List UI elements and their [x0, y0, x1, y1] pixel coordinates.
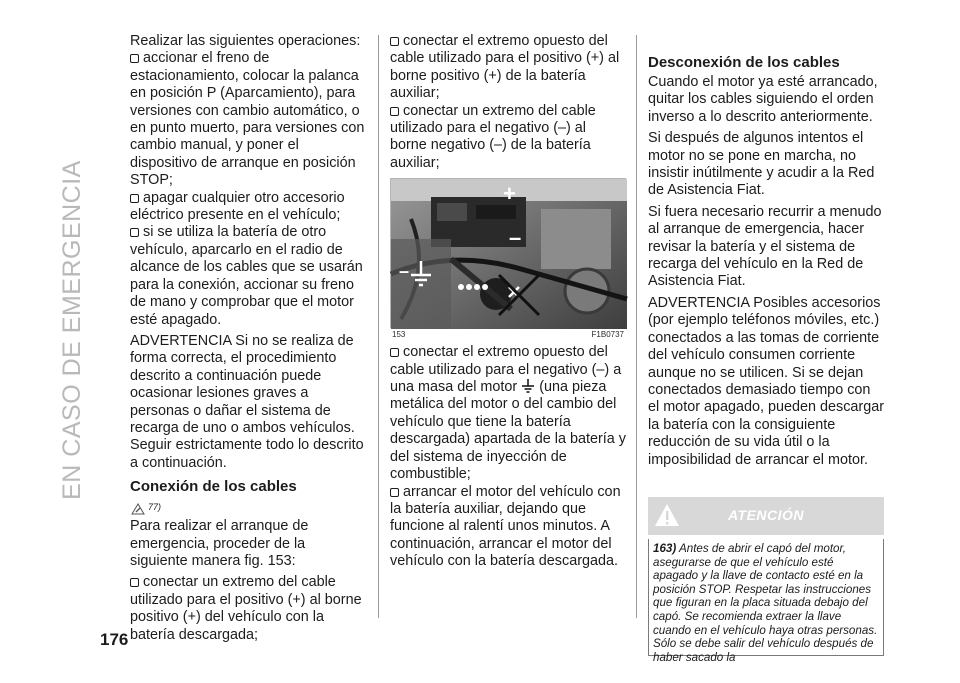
- warning-ref-number: 77): [148, 501, 162, 512]
- figure-caption: [392, 330, 624, 340]
- warning-number: 163): [653, 541, 677, 555]
- paragraph: Cuando el motor ya esté arrancado, quitar los cables siguiendo el orden inverso a lo descrito anteriormente.: [648, 74, 878, 125]
- warning-text: Antes de abrir el capó del motor, asegurarse de que el vehículo esté apagado y la llave de contacto esté en la posición STOP. Respetar las instrucciones que figuran en la placa situada debajo del capó. Se recomienda extraer la llave cuando en el vehículo haya otras personas. Sólo se debe salir del vehículo después de haber sacado la: [653, 541, 878, 664]
- checkbox-bullet-icon: [130, 228, 139, 237]
- warning-box: [648, 497, 884, 664]
- paragraph: Si después de algunos intentos el motor no se pone en marcha, no insistir inútilmente y acudir a la Red de Asistencia Fiat.: [648, 130, 875, 199]
- checkbox-bullet-icon: [390, 107, 399, 116]
- list-item: si se utiliza la batería de otro vehículo, aparcarlo en el radio de alcance de los cables que se usarán para la conexión, accionar su freno de mano y comprobar que el motor esté apagado.: [130, 224, 363, 328]
- list-item: conectar un extremo del cable utilizado para el negativo (–) al borne negativo (–) de la batería auxiliar;: [390, 102, 596, 171]
- list-item: accionar el freno de estacionamiento, colocar la palanca en posición P (Aparcamiento), para versiones con cambio automático, o en punto muerto, para versiones con cambio manual, y poner el dispositivo de arranque en posición STOP;: [130, 50, 365, 189]
- checkbox-bullet-icon: [130, 578, 139, 587]
- svg-text:–: –: [399, 261, 410, 282]
- advertencia-paragraph: ADVERTENCIA Posibles accesorios (por ejemplo teléfonos móviles, etc.) conectados a las tomas de corriente del vehículo consumen corriente aunque no se utilicen. Si se dejan conectados demasiado tiempo con el motor apagado, pueden descargar la batería con la consiguiente reducción de su vida útil o la imposibilidad de arrancar el motor.: [648, 294, 885, 468]
- warning-triangle-icon: [654, 503, 680, 527]
- procedure-paragraph: Para realizar el arranque de emergencia, proceder de la siguiente manera fig. 153:: [130, 518, 309, 569]
- column-right: [648, 54, 885, 664]
- ground-icon: [521, 379, 535, 393]
- list-item: conectar un extremo del cable utilizado para el positivo (+) al borne positivo (+) del vehículo con la batería descargada;: [130, 574, 362, 643]
- tool-reference: [130, 498, 366, 516]
- positive-sign: +: [503, 181, 516, 207]
- warning-body: [648, 539, 884, 664]
- column-middle: [390, 33, 626, 571]
- negative-sign: –: [509, 225, 522, 251]
- battery-engine-illustration: [391, 179, 627, 329]
- checkbox-bullet-icon: [130, 54, 139, 63]
- intro-text: Realizar las siguientes operaciones:: [130, 33, 361, 49]
- section-heading-conexion: Conexión de los cables: [130, 478, 297, 496]
- chapter-side-title: EN CASO DE EMERGENCIA: [58, 160, 86, 500]
- figure-code: F1B0737: [591, 330, 624, 340]
- list-item: apagar cualquier otro accesorio eléctrico presente en el vehículo;: [130, 189, 345, 224]
- checkbox-bullet-icon: [390, 37, 399, 46]
- figure-number: 153: [392, 330, 406, 340]
- warning-header: [648, 497, 884, 535]
- column-divider-2: [636, 35, 637, 618]
- page-number: 176: [100, 630, 129, 649]
- checkbox-bullet-icon: [130, 194, 139, 203]
- engine-bay-figure: [390, 178, 626, 328]
- advertencia-paragraph: ADVERTENCIA Si no se realiza de forma correcta, el procedimiento descrito a continuación puede ocasionar lesiones graves a personas o dañar el sistema de recarga de uno o ambos vehículos. Seguir estrictamente todo lo descrito a continuación.: [130, 332, 364, 471]
- checkbox-bullet-icon: [390, 348, 399, 357]
- list-item: conectar el extremo opuesto del cable utilizado para el negativo (–) a una masa del motor (una pieza metálica del motor o del cambio del vehículo que tiene la batería descargada) apartada de la batería y del sistema de inyección de combustible;: [390, 344, 627, 483]
- paragraph: Si fuera necesario recurrir a menudo al arranque de emergencia, hacer revisar la batería y el sistema de recarga del vehículo en la Red de Asistencia Fiat.: [648, 203, 882, 290]
- checkbox-bullet-icon: [390, 488, 399, 497]
- column-left: [130, 33, 366, 644]
- warning-title: ATENCIÓN: [727, 507, 805, 524]
- list-item: arrancar el motor del vehículo con la batería auxiliar, dejando que funcione al ralentí unos minutos. A continuación, arrancar el motor del vehículo con la batería descargada.: [390, 483, 621, 570]
- list-item: conectar el extremo opuesto del cable utilizado para el positivo (+) al borne positivo (+) de la batería auxiliar;: [390, 33, 620, 102]
- column-divider-1: [378, 35, 379, 618]
- wrench-warning-icon: [130, 502, 146, 516]
- section-heading-desconexion: Desconexión de los cables: [648, 54, 840, 71]
